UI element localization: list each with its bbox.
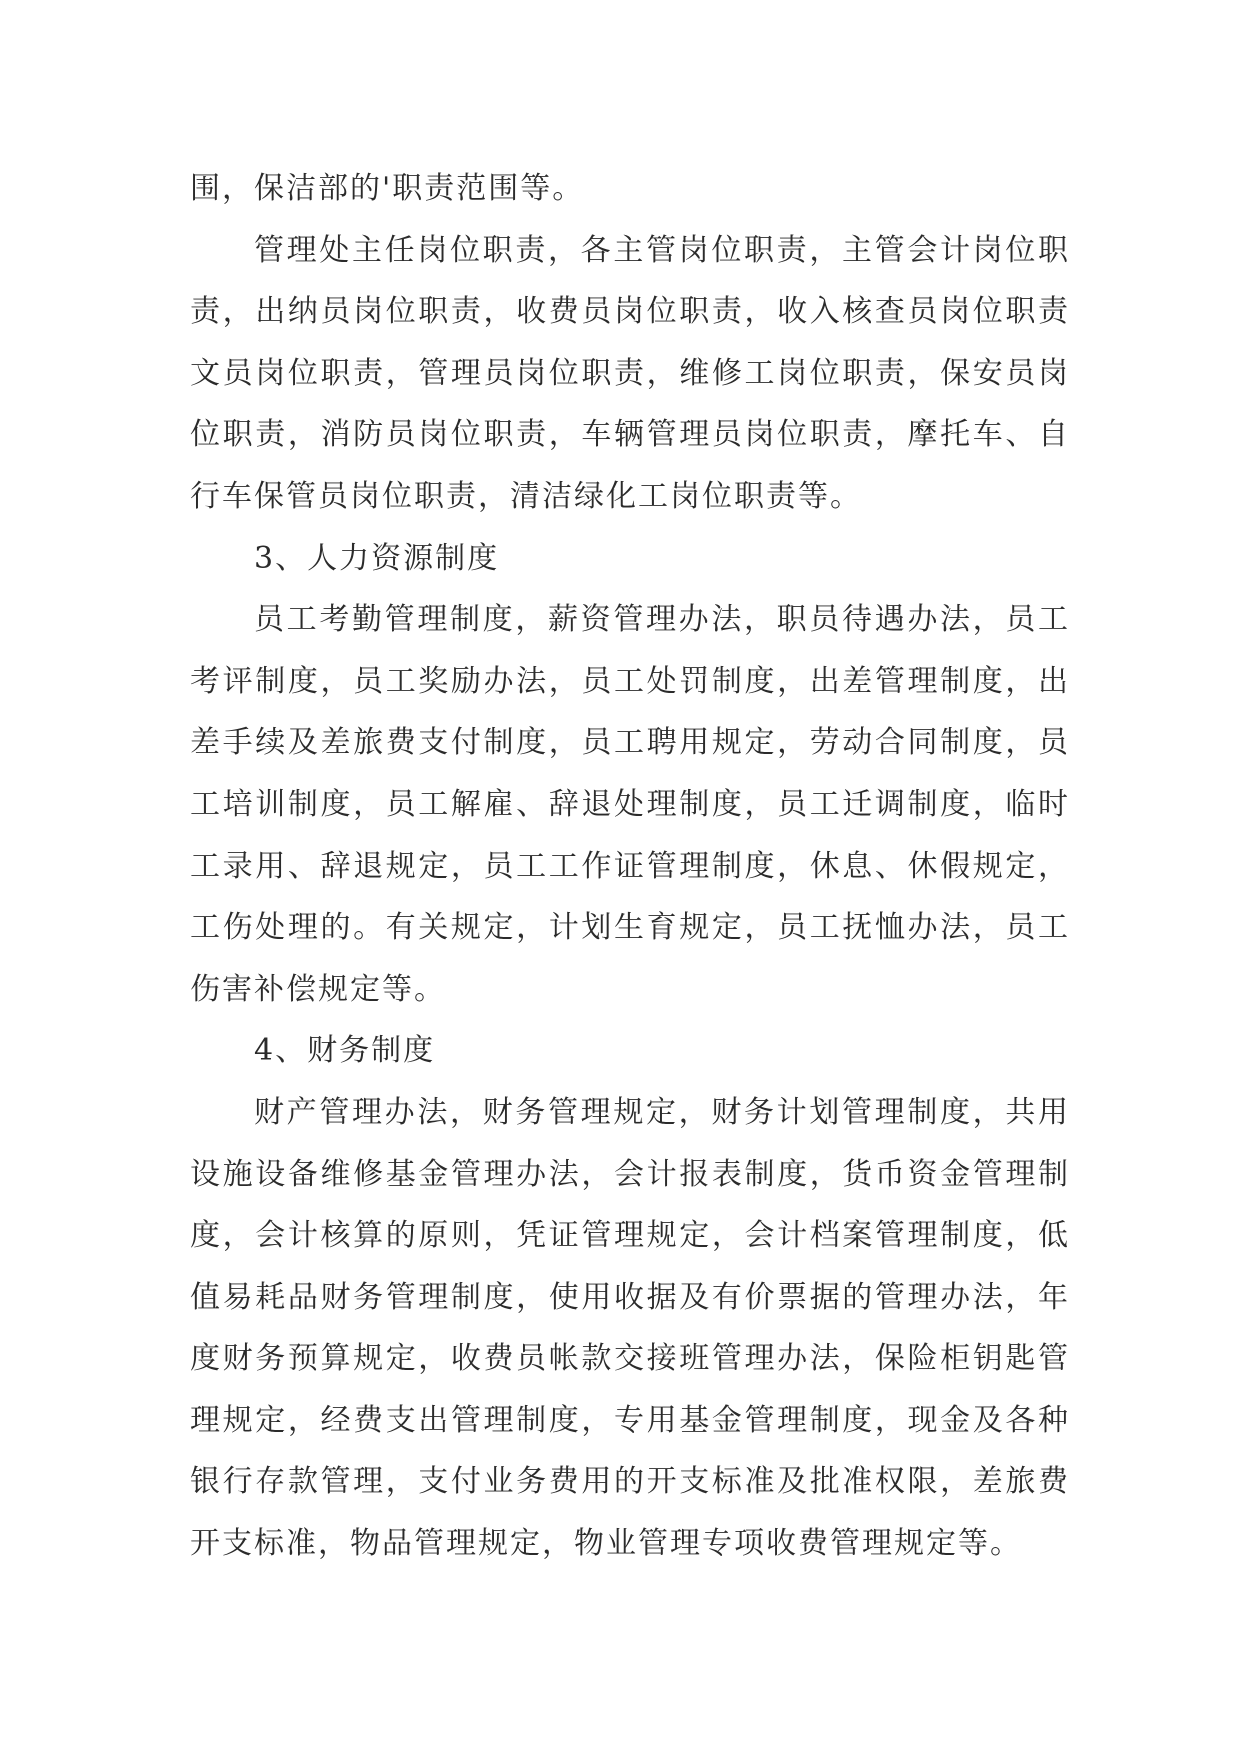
section-heading-finance: 4、财务制度	[254, 1033, 436, 1069]
document-body	[190, 158, 1070, 1575]
section-heading-hr: 3、人力资源制度	[254, 540, 500, 576]
paragraph-finance-system: 财产管理办法，财务管理规定，财务计划管理制度，共用设施设备维修基金管理办法，会计报表制度，货币资金管理制度，会计核算的原则，凭证管理规定，会计档案管理制度，低值易耗品财务管理制度，使用收据及有价票据的管理办法，年度财务预算规定，收费员帐款交接班管理办法，保险柜钥匙管理规定，经费支出管理制度，专用基金管理制度，现金及各种银行存款管理，支付业务费用的开支标准及批准权限，差旅费开支标准，物品管理规定，物业管理专项收费管理规定等。	[190, 1094, 1070, 1562]
paragraph-job-duties: 管理处主任岗位职责，各主管岗位职责，主管会计岗位职责，出纳员岗位职责，收费员岗位职责，收入核查员岗位职责文员岗位职责，管理员岗位职责，维修工岗位职责，保安员岗位职责，消防员岗位职责，车辆管理员岗位职责，摩托车、自行车保管员岗位职责，清洁绿化工岗位职责等。	[190, 232, 1070, 514]
paragraph-hr-system: 员工考勤管理制度，薪资管理办法，职员待遇办法，员工考评制度，员工奖励办法，员工处罚制度，出差管理制度，出差手续及差旅费支付制度，员工聘用规定，劳动合同制度，员工培训制度，员工解雇、辞退处理制度，员工迁调制度，临时工录用、辞退规定，员工工作证管理制度，休息、休假规定，工伤处理的。有关规定，计划生育规定，员工抚恤办法，员工伤害补偿规定等。	[190, 602, 1070, 1007]
paragraph-continuation: 围，保洁部的'职责范围等。	[190, 171, 585, 206]
